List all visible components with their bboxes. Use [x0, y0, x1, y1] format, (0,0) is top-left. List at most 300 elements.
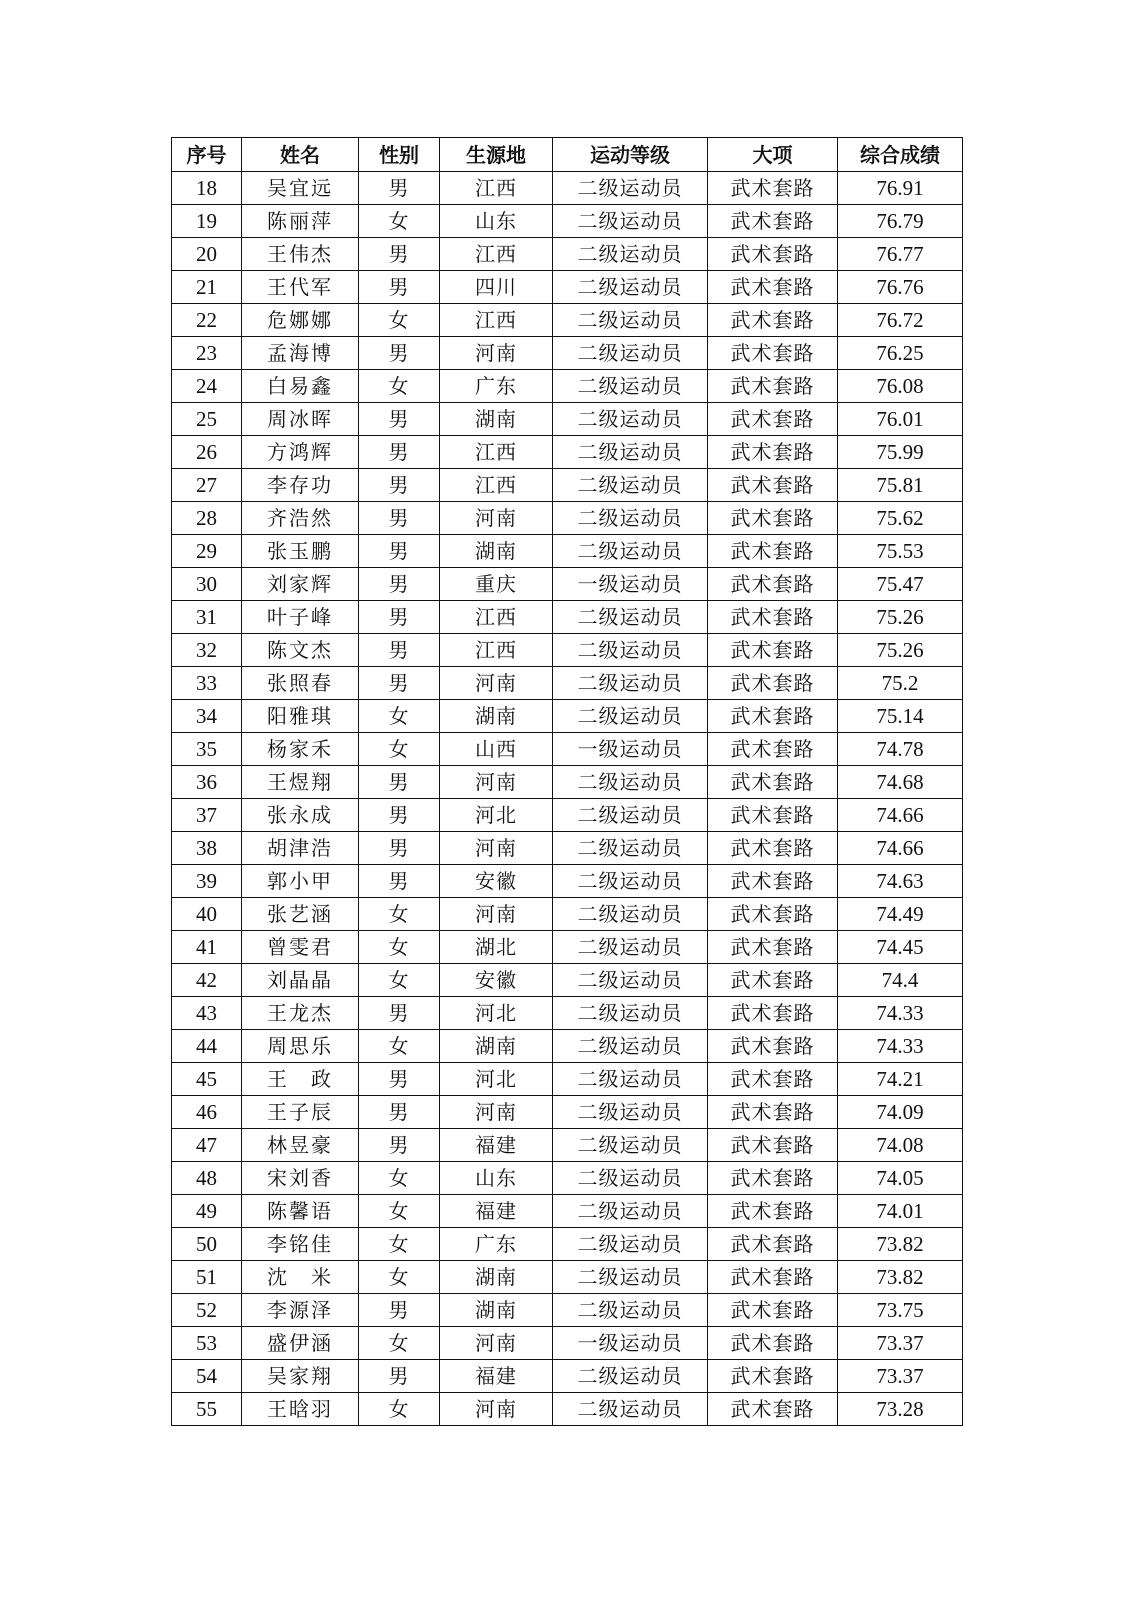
cell-origin: 安徽 [440, 964, 553, 997]
cell-sport-level: 二级运动员 [553, 1096, 708, 1129]
cell-name: 孟海博 [242, 337, 359, 370]
cell-origin: 湖南 [440, 700, 553, 733]
cell-score: 74.78 [838, 733, 963, 766]
cell-gender: 男 [359, 766, 440, 799]
cell-score: 73.37 [838, 1360, 963, 1393]
cell-sport-level: 二级运动员 [553, 1393, 708, 1426]
cell-gender: 女 [359, 964, 440, 997]
cell-sport-level: 一级运动员 [553, 568, 708, 601]
cell-index: 38 [172, 832, 242, 865]
cell-name: 王煜翔 [242, 766, 359, 799]
table-row [172, 1030, 963, 1063]
cell-score: 74.66 [838, 832, 963, 865]
cell-index: 55 [172, 1393, 242, 1426]
cell-event: 武术套路 [708, 898, 838, 931]
cell-gender: 女 [359, 370, 440, 403]
cell-sport-level: 二级运动员 [553, 1129, 708, 1162]
cell-origin: 河北 [440, 1063, 553, 1096]
cell-origin: 福建 [440, 1360, 553, 1393]
cell-score: 76.91 [838, 172, 963, 205]
table-row [172, 733, 963, 766]
table-row [172, 1327, 963, 1360]
cell-gender: 男 [359, 469, 440, 502]
cell-origin: 江西 [440, 238, 553, 271]
cell-sport-level: 二级运动员 [553, 436, 708, 469]
table-row [172, 1195, 963, 1228]
cell-event: 武术套路 [708, 865, 838, 898]
cell-gender: 女 [359, 700, 440, 733]
cell-sport-level: 二级运动员 [553, 865, 708, 898]
cell-sport-level: 二级运动员 [553, 469, 708, 502]
cell-index: 30 [172, 568, 242, 601]
cell-index: 39 [172, 865, 242, 898]
cell-name: 王代军 [242, 271, 359, 304]
cell-score: 75.26 [838, 634, 963, 667]
cell-name: 胡津浩 [242, 832, 359, 865]
cell-score: 75.26 [838, 601, 963, 634]
cell-gender: 男 [359, 1096, 440, 1129]
cell-event: 武术套路 [708, 634, 838, 667]
cell-gender: 男 [359, 238, 440, 271]
cell-origin: 福建 [440, 1129, 553, 1162]
cell-origin: 河南 [440, 1096, 553, 1129]
cell-index: 45 [172, 1063, 242, 1096]
cell-score: 74.21 [838, 1063, 963, 1096]
cell-origin: 江西 [440, 469, 553, 502]
cell-name: 王子辰 [242, 1096, 359, 1129]
cell-gender: 男 [359, 667, 440, 700]
header-name: 姓名 [242, 138, 359, 172]
cell-origin: 安徽 [440, 865, 553, 898]
cell-event: 武术套路 [708, 1195, 838, 1228]
cell-name: 林昱豪 [242, 1129, 359, 1162]
cell-event: 武术套路 [708, 1096, 838, 1129]
cell-gender: 男 [359, 436, 440, 469]
table-row [172, 634, 963, 667]
cell-score: 76.72 [838, 304, 963, 337]
cell-origin: 四川 [440, 271, 553, 304]
table-row [172, 502, 963, 535]
cell-event: 武术套路 [708, 997, 838, 1030]
cell-gender: 男 [359, 997, 440, 1030]
cell-sport-level: 二级运动员 [553, 667, 708, 700]
cell-name: 周思乐 [242, 1030, 359, 1063]
cell-index: 22 [172, 304, 242, 337]
cell-event: 武术套路 [708, 601, 838, 634]
table-row [172, 997, 963, 1030]
table-row [172, 1294, 963, 1327]
cell-gender: 女 [359, 898, 440, 931]
cell-name: 张玉鹏 [242, 535, 359, 568]
table-row [172, 766, 963, 799]
cell-gender: 男 [359, 799, 440, 832]
cell-score: 74.05 [838, 1162, 963, 1195]
cell-sport-level: 二级运动员 [553, 172, 708, 205]
cell-index: 25 [172, 403, 242, 436]
cell-score: 76.08 [838, 370, 963, 403]
cell-sport-level: 二级运动员 [553, 238, 708, 271]
cell-sport-level: 二级运动员 [553, 832, 708, 865]
cell-gender: 男 [359, 1294, 440, 1327]
table-row [172, 799, 963, 832]
cell-score: 74.08 [838, 1129, 963, 1162]
cell-event: 武术套路 [708, 304, 838, 337]
cell-event: 武术套路 [708, 568, 838, 601]
cell-gender: 男 [359, 568, 440, 601]
cell-origin: 河南 [440, 667, 553, 700]
cell-name: 齐浩然 [242, 502, 359, 535]
table-row [172, 238, 963, 271]
cell-score: 73.75 [838, 1294, 963, 1327]
cell-index: 36 [172, 766, 242, 799]
cell-index: 48 [172, 1162, 242, 1195]
table-row [172, 304, 963, 337]
cell-score: 73.82 [838, 1228, 963, 1261]
cell-score: 74.09 [838, 1096, 963, 1129]
cell-index: 53 [172, 1327, 242, 1360]
cell-origin: 江西 [440, 172, 553, 205]
table-row [172, 172, 963, 205]
cell-sport-level: 二级运动员 [553, 997, 708, 1030]
cell-gender: 男 [359, 865, 440, 898]
cell-event: 武术套路 [708, 1228, 838, 1261]
cell-index: 24 [172, 370, 242, 403]
cell-gender: 男 [359, 634, 440, 667]
cell-sport-level: 二级运动员 [553, 601, 708, 634]
cell-index: 20 [172, 238, 242, 271]
cell-event: 武术套路 [708, 1030, 838, 1063]
cell-name: 危娜娜 [242, 304, 359, 337]
cell-score: 74.68 [838, 766, 963, 799]
table-row [172, 403, 963, 436]
cell-event: 武术套路 [708, 271, 838, 304]
cell-name: 李存功 [242, 469, 359, 502]
cell-gender: 女 [359, 205, 440, 238]
header-sport-level: 运动等级 [553, 138, 708, 172]
cell-gender: 男 [359, 271, 440, 304]
cell-index: 43 [172, 997, 242, 1030]
table-row [172, 1162, 963, 1195]
cell-index: 47 [172, 1129, 242, 1162]
cell-event: 武术套路 [708, 172, 838, 205]
cell-name: 张照春 [242, 667, 359, 700]
cell-score: 76.77 [838, 238, 963, 271]
table-row [172, 700, 963, 733]
cell-name: 沈 米 [242, 1261, 359, 1294]
cell-name: 王 政 [242, 1063, 359, 1096]
cell-score: 74.63 [838, 865, 963, 898]
cell-score: 75.14 [838, 700, 963, 733]
cell-name: 吴宜远 [242, 172, 359, 205]
cell-event: 武术套路 [708, 403, 838, 436]
cell-sport-level: 二级运动员 [553, 1063, 708, 1096]
cell-sport-level: 二级运动员 [553, 1030, 708, 1063]
cell-name: 刘晶晶 [242, 964, 359, 997]
cell-gender: 男 [359, 535, 440, 568]
cell-score: 73.37 [838, 1327, 963, 1360]
table-row [172, 436, 963, 469]
cell-gender: 女 [359, 1327, 440, 1360]
table-header-row [172, 138, 963, 172]
cell-sport-level: 二级运动员 [553, 304, 708, 337]
cell-gender: 男 [359, 337, 440, 370]
cell-score: 74.01 [838, 1195, 963, 1228]
table-row [172, 832, 963, 865]
cell-gender: 男 [359, 403, 440, 436]
cell-sport-level: 二级运动员 [553, 205, 708, 238]
cell-name: 阳雅琪 [242, 700, 359, 733]
table-row [172, 964, 963, 997]
cell-index: 41 [172, 931, 242, 964]
table-row [172, 568, 963, 601]
cell-origin: 河北 [440, 799, 553, 832]
cell-event: 武术套路 [708, 1327, 838, 1360]
cell-origin: 湖南 [440, 1261, 553, 1294]
cell-origin: 湖南 [440, 1030, 553, 1063]
cell-origin: 福建 [440, 1195, 553, 1228]
cell-sport-level: 二级运动员 [553, 931, 708, 964]
cell-index: 18 [172, 172, 242, 205]
cell-index: 34 [172, 700, 242, 733]
cell-sport-level: 二级运动员 [553, 964, 708, 997]
cell-gender: 女 [359, 304, 440, 337]
cell-score: 75.81 [838, 469, 963, 502]
cell-origin: 河南 [440, 1393, 553, 1426]
cell-name: 张永成 [242, 799, 359, 832]
cell-sport-level: 一级运动员 [553, 733, 708, 766]
cell-sport-level: 二级运动员 [553, 1228, 708, 1261]
cell-event: 武术套路 [708, 370, 838, 403]
cell-score: 75.53 [838, 535, 963, 568]
cell-index: 54 [172, 1360, 242, 1393]
cell-gender: 女 [359, 1195, 440, 1228]
cell-name: 杨家禾 [242, 733, 359, 766]
cell-gender: 男 [359, 172, 440, 205]
cell-event: 武术套路 [708, 832, 838, 865]
cell-name: 盛伊涵 [242, 1327, 359, 1360]
cell-gender: 男 [359, 1063, 440, 1096]
cell-sport-level: 二级运动员 [553, 799, 708, 832]
cell-origin: 河南 [440, 337, 553, 370]
cell-index: 46 [172, 1096, 242, 1129]
cell-index: 52 [172, 1294, 242, 1327]
cell-event: 武术套路 [708, 1393, 838, 1426]
cell-name: 方鸿辉 [242, 436, 359, 469]
cell-origin: 江西 [440, 634, 553, 667]
cell-score: 76.79 [838, 205, 963, 238]
cell-gender: 女 [359, 1393, 440, 1426]
cell-event: 武术套路 [708, 1261, 838, 1294]
table-row [172, 865, 963, 898]
cell-origin: 河南 [440, 898, 553, 931]
header-origin: 生源地 [440, 138, 553, 172]
cell-score: 75.47 [838, 568, 963, 601]
table-row [172, 1360, 963, 1393]
table-row [172, 667, 963, 700]
cell-score: 75.62 [838, 502, 963, 535]
cell-index: 40 [172, 898, 242, 931]
cell-index: 26 [172, 436, 242, 469]
cell-event: 武术套路 [708, 1360, 838, 1393]
cell-gender: 女 [359, 1030, 440, 1063]
cell-index: 44 [172, 1030, 242, 1063]
cell-gender: 男 [359, 832, 440, 865]
results-table [171, 137, 963, 1426]
cell-score: 75.2 [838, 667, 963, 700]
cell-event: 武术套路 [708, 535, 838, 568]
cell-gender: 女 [359, 733, 440, 766]
cell-event: 武术套路 [708, 1294, 838, 1327]
table-body [172, 172, 963, 1426]
cell-index: 51 [172, 1261, 242, 1294]
cell-index: 42 [172, 964, 242, 997]
cell-score: 76.25 [838, 337, 963, 370]
table-row [172, 1261, 963, 1294]
cell-name: 白易鑫 [242, 370, 359, 403]
cell-score: 74.33 [838, 1030, 963, 1063]
cell-name: 郭小甲 [242, 865, 359, 898]
table-row [172, 1129, 963, 1162]
cell-sport-level: 二级运动员 [553, 634, 708, 667]
cell-origin: 河南 [440, 766, 553, 799]
cell-event: 武术套路 [708, 766, 838, 799]
cell-event: 武术套路 [708, 1063, 838, 1096]
header-event: 大项 [708, 138, 838, 172]
cell-index: 28 [172, 502, 242, 535]
table-row [172, 1393, 963, 1426]
cell-name: 刘家辉 [242, 568, 359, 601]
cell-score: 73.28 [838, 1393, 963, 1426]
cell-event: 武术套路 [708, 337, 838, 370]
cell-gender: 女 [359, 1162, 440, 1195]
cell-name: 周冰晖 [242, 403, 359, 436]
cell-index: 29 [172, 535, 242, 568]
cell-score: 74.49 [838, 898, 963, 931]
table-row [172, 1096, 963, 1129]
cell-name: 王伟杰 [242, 238, 359, 271]
cell-score: 76.01 [838, 403, 963, 436]
cell-gender: 男 [359, 1129, 440, 1162]
cell-origin: 重庆 [440, 568, 553, 601]
cell-index: 31 [172, 601, 242, 634]
cell-name: 叶子峰 [242, 601, 359, 634]
cell-origin: 河北 [440, 997, 553, 1030]
cell-sport-level: 一级运动员 [553, 1327, 708, 1360]
table-row [172, 271, 963, 304]
cell-gender: 女 [359, 1261, 440, 1294]
cell-score: 75.99 [838, 436, 963, 469]
cell-name: 王晗羽 [242, 1393, 359, 1426]
cell-name: 张艺涵 [242, 898, 359, 931]
cell-event: 武术套路 [708, 964, 838, 997]
cell-event: 武术套路 [708, 799, 838, 832]
cell-score: 76.76 [838, 271, 963, 304]
header-gender: 性别 [359, 138, 440, 172]
table-row [172, 898, 963, 931]
cell-name: 宋刘香 [242, 1162, 359, 1195]
cell-name: 王龙杰 [242, 997, 359, 1030]
table-row [172, 337, 963, 370]
table-row [172, 1228, 963, 1261]
cell-index: 27 [172, 469, 242, 502]
cell-origin: 湖南 [440, 1294, 553, 1327]
cell-name: 陈丽萍 [242, 205, 359, 238]
cell-score: 73.82 [838, 1261, 963, 1294]
cell-origin: 山东 [440, 1162, 553, 1195]
cell-sport-level: 二级运动员 [553, 337, 708, 370]
cell-origin: 江西 [440, 436, 553, 469]
cell-index: 37 [172, 799, 242, 832]
cell-name: 李铭佳 [242, 1228, 359, 1261]
cell-score: 74.66 [838, 799, 963, 832]
cell-score: 74.4 [838, 964, 963, 997]
cell-name: 陈馨语 [242, 1195, 359, 1228]
cell-gender: 女 [359, 931, 440, 964]
cell-sport-level: 二级运动员 [553, 1195, 708, 1228]
cell-event: 武术套路 [708, 436, 838, 469]
cell-origin: 江西 [440, 304, 553, 337]
cell-event: 武术套路 [708, 238, 838, 271]
table-row [172, 205, 963, 238]
cell-origin: 山西 [440, 733, 553, 766]
cell-event: 武术套路 [708, 502, 838, 535]
cell-gender: 男 [359, 1360, 440, 1393]
cell-event: 武术套路 [708, 205, 838, 238]
cell-sport-level: 二级运动员 [553, 1360, 708, 1393]
table-row [172, 370, 963, 403]
cell-sport-level: 二级运动员 [553, 766, 708, 799]
cell-name: 吴家翔 [242, 1360, 359, 1393]
cell-event: 武术套路 [708, 1162, 838, 1195]
cell-index: 32 [172, 634, 242, 667]
header-index: 序号 [172, 138, 242, 172]
cell-origin: 广东 [440, 1228, 553, 1261]
cell-event: 武术套路 [708, 733, 838, 766]
cell-origin: 湖南 [440, 535, 553, 568]
cell-sport-level: 二级运动员 [553, 1294, 708, 1327]
cell-event: 武术套路 [708, 931, 838, 964]
table-row [172, 1063, 963, 1096]
cell-index: 50 [172, 1228, 242, 1261]
cell-score: 74.33 [838, 997, 963, 1030]
cell-index: 21 [172, 271, 242, 304]
header-score: 综合成绩 [838, 138, 963, 172]
cell-index: 35 [172, 733, 242, 766]
cell-name: 曾雯君 [242, 931, 359, 964]
cell-index: 23 [172, 337, 242, 370]
table-row [172, 535, 963, 568]
cell-sport-level: 二级运动员 [553, 403, 708, 436]
cell-sport-level: 二级运动员 [553, 535, 708, 568]
cell-sport-level: 二级运动员 [553, 370, 708, 403]
cell-event: 武术套路 [708, 1129, 838, 1162]
cell-score: 74.45 [838, 931, 963, 964]
cell-origin: 湖北 [440, 931, 553, 964]
cell-gender: 女 [359, 1228, 440, 1261]
cell-gender: 男 [359, 601, 440, 634]
cell-event: 武术套路 [708, 667, 838, 700]
cell-name: 陈文杰 [242, 634, 359, 667]
cell-sport-level: 二级运动员 [553, 271, 708, 304]
table-row [172, 931, 963, 964]
cell-event: 武术套路 [708, 469, 838, 502]
cell-origin: 广东 [440, 370, 553, 403]
cell-gender: 男 [359, 502, 440, 535]
cell-origin: 河南 [440, 832, 553, 865]
cell-event: 武术套路 [708, 700, 838, 733]
cell-index: 19 [172, 205, 242, 238]
cell-index: 33 [172, 667, 242, 700]
